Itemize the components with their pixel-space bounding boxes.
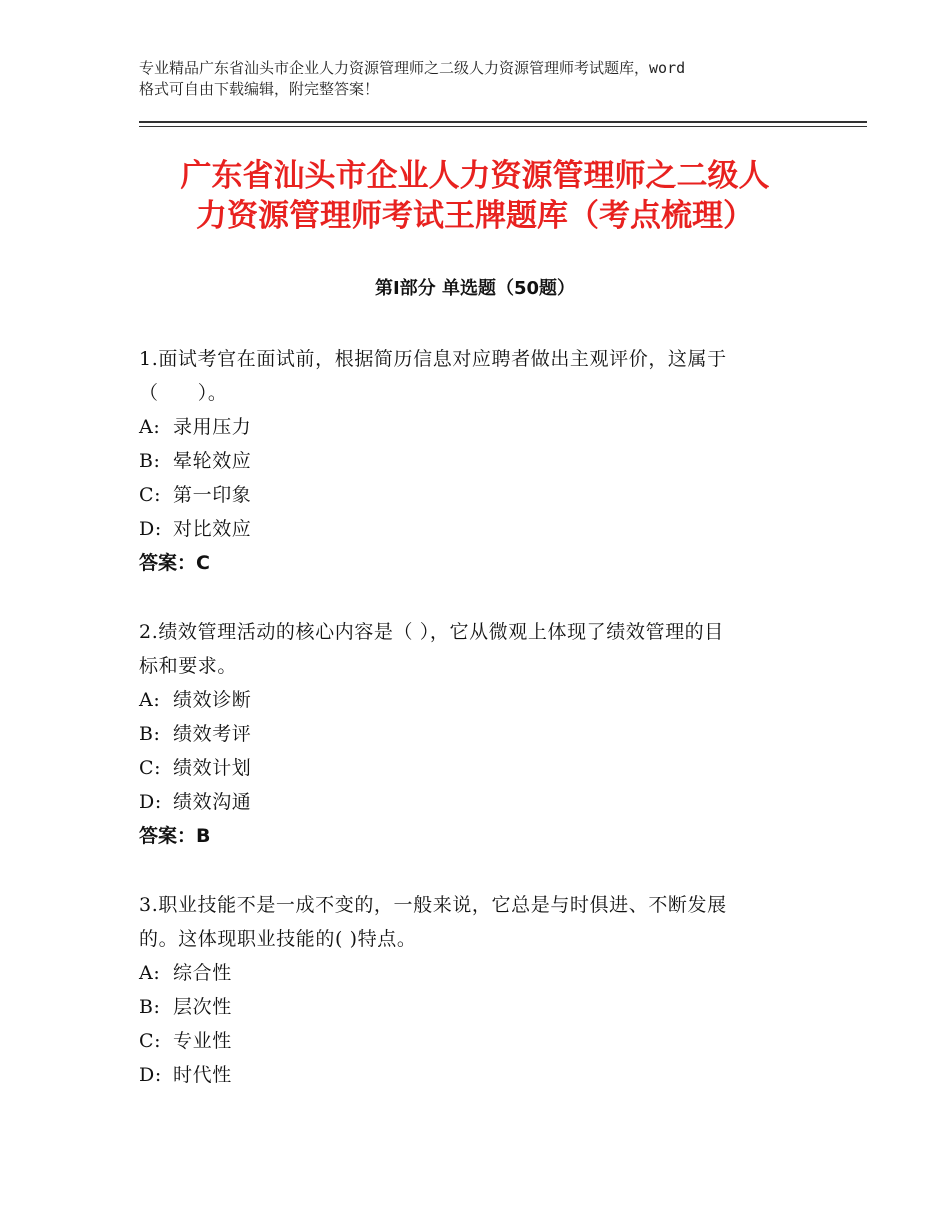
option-b — [139, 990, 811, 1024]
option-letter: B: — [139, 723, 161, 745]
question-stem-line2: 的。这体现职业技能的( )特点。 — [139, 928, 417, 950]
option-text: 绩效考评 — [173, 723, 252, 745]
option-letter: D: — [139, 518, 162, 540]
option-d — [139, 785, 811, 819]
option-text: 综合性 — [173, 962, 232, 984]
option-text: 录用压力 — [173, 416, 252, 438]
document-title-line2: 力资源管理师考试王牌题库（考点梳理） — [196, 198, 754, 234]
option-text: 对比效应 — [173, 518, 252, 540]
question-stem-line2: （ ）。 — [139, 382, 228, 404]
document-title-line1: 广东省汕头市企业人力资源管理师之二级人 — [180, 158, 770, 194]
option-text: 晕轮效应 — [173, 450, 252, 472]
option-text: 时代性 — [173, 1064, 232, 1086]
option-b — [139, 444, 811, 478]
option-letter: A: — [139, 416, 161, 438]
option-c — [139, 1024, 811, 1058]
option-d — [139, 1058, 811, 1092]
option-c — [139, 751, 811, 785]
answer-label: 答案：B — [139, 825, 211, 847]
option-text: 绩效诊断 — [173, 689, 252, 711]
question-2 — [139, 615, 811, 853]
document-title — [139, 156, 811, 236]
option-b — [139, 717, 811, 751]
header-divider-thick — [139, 121, 867, 123]
option-a — [139, 410, 811, 444]
option-letter: A: — [139, 962, 161, 984]
option-letter: C: — [139, 1030, 162, 1052]
question-1 — [139, 342, 811, 580]
question-stem-line1: 2.绩效管理活动的核心内容是（ ），它从微观上体现了绩效管理的目 — [139, 621, 724, 643]
header-divider-thin — [139, 126, 867, 127]
option-a — [139, 956, 811, 990]
option-text: 绩效计划 — [173, 757, 252, 779]
option-d — [139, 512, 811, 546]
option-c — [139, 478, 811, 512]
header-note-line2: 格式可自由下载编辑，附完整答案！ — [139, 80, 380, 98]
option-letter: B: — [139, 996, 161, 1018]
option-letter: A: — [139, 689, 161, 711]
option-letter: D: — [139, 1064, 162, 1086]
option-text: 第一印象 — [173, 484, 252, 506]
option-text: 层次性 — [173, 996, 232, 1018]
option-text: 绩效沟通 — [173, 791, 252, 813]
header-note — [139, 58, 829, 100]
option-letter: C: — [139, 484, 162, 506]
question-stem-line1: 3.职业技能不是一成不变的，一般来说，它总是与时俱进、不断发展 — [139, 894, 727, 916]
option-a — [139, 683, 811, 717]
answer-label: 答案：C — [139, 552, 210, 574]
option-letter: B: — [139, 450, 161, 472]
option-letter: D: — [139, 791, 162, 813]
header-note-line1: 专业精品广东省汕头市企业人力资源管理师之二级人力资源管理师考试题库，word — [139, 59, 686, 77]
option-letter: C: — [139, 757, 162, 779]
option-text: 专业性 — [173, 1030, 232, 1052]
question-3 — [139, 888, 811, 1092]
section-title: 第Ⅰ部分 单选题（50题） — [374, 278, 575, 299]
question-stem-line2: 标和要求。 — [139, 655, 238, 677]
question-stem-line1: 1.面试考官在面试前，根据简历信息对应聘者做出主观评价，这属于 — [139, 348, 727, 370]
